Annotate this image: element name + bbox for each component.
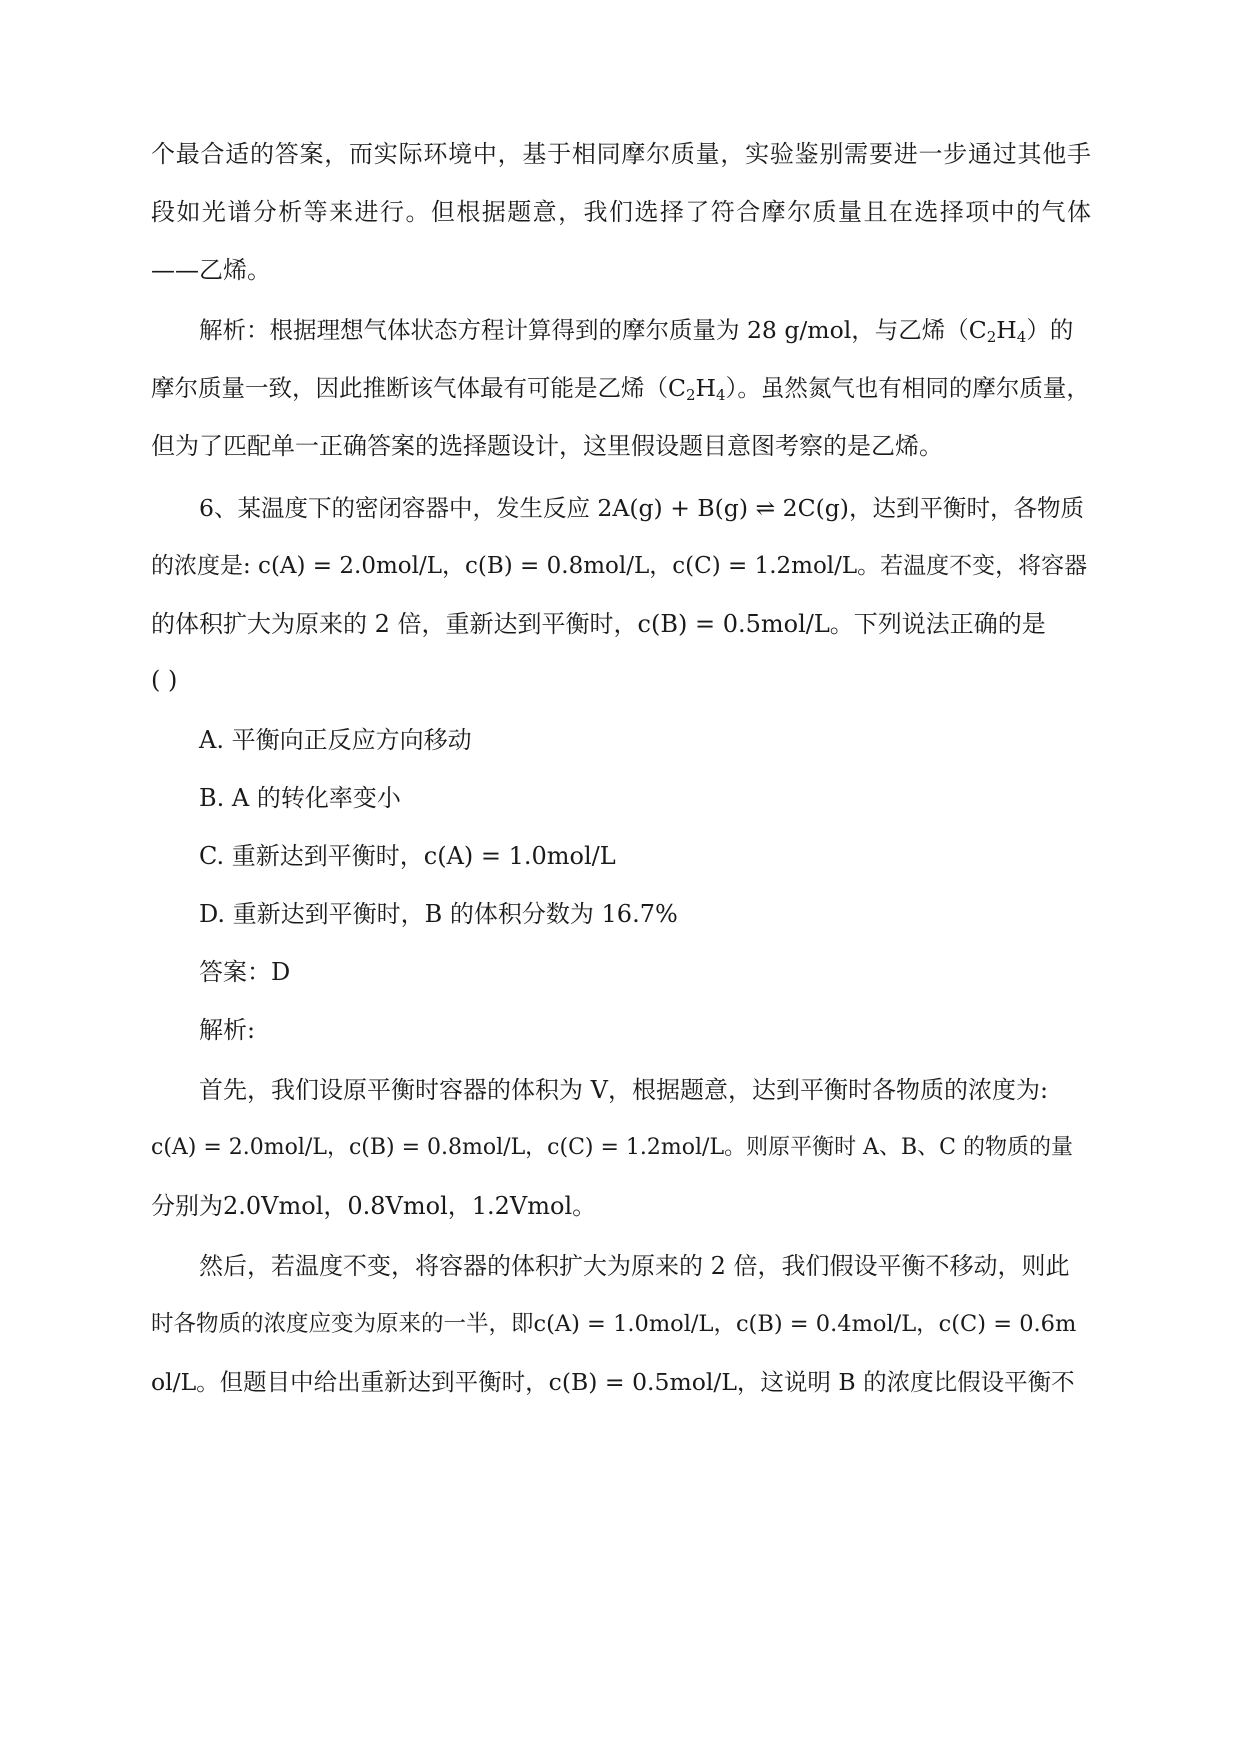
analysis-heading: 解析: [199,1016,256,1044]
question-line: 的体积扩大为原来的 2 倍，重新达到平衡时，c(B) = 0.5mol/L。下列说法正确的是 [151,610,1046,638]
option-a: A. 平衡向正反应方向移动 [199,726,472,754]
analysis-line: 但为了匹配单一正确答案的选择题设计，这里假设题目意图考察的是乙烯。 [151,432,943,460]
paragraph-line: 然后，若温度不变，将容器的体积扩大为原来的 2 倍，我们假设平衡不移动，则此 [199,1252,1070,1280]
question-line: 的浓度是: c(A) = 2.0mol/L，c(B) = 0.8mol/L，c(C) = 1.2mol/L。若温度不变，将容器 [151,553,1088,579]
option-b: B. A 的转化率变小 [199,784,401,812]
paragraph-line: 个最合适的答案，而实际环境中，基于相同摩尔质量，实验鉴别需要进一步通过其他手 [151,140,1091,168]
analysis-line: 摩尔质量一致，因此推断该气体最有可能是乙烯$(C_2H_4)$。虽然氮气也有相同的摩尔质量， [151,374,1090,404]
answer-line: 答案：D [199,958,291,986]
paragraph-line: c(A) = 2.0mol/L，c(B) = 0.8mol/L，c(C) = 1.2mol/L。则原平衡时 A、B、C 的物质的量 [151,1135,1073,1160]
paragraph-line: 首先，我们设原平衡时容器的体积为 V，根据题意，达到平衡时各物质的浓度为: [199,1076,1049,1104]
paragraph-line: ol/L。但题目中给出重新达到平衡时，c(B) = 0.5mol/L，这说明 B 的浓度比假设平衡不 [151,1368,1075,1396]
option-c: C. 重新达到平衡时，c(A) = 1.0mol/L [199,842,616,870]
question-blank: ( ) [151,666,178,694]
paragraph-line: ——乙烯。 [151,256,271,284]
question-line: 6、某温度下的密闭容器中，发生反应 2A(g) + B(g) ⇌ 2C(g)，达到平衡时，各物质 [199,494,1084,522]
analysis-line: 解析：根据理想气体状态方程计算得到的摩尔质量为 28 g/mol，与乙烯$(C_2H_4)$的 [199,316,1074,346]
paragraph-line: 段如光谱分析等来进行。但根据题意，我们选择了符合摩尔质量且在选择项中的气体 [151,198,1091,226]
option-d: D. 重新达到平衡时，B 的体积分数为 16.7% [199,900,678,928]
paragraph-line: 时各物质的浓度应变为原来的一半，即c(A) = 1.0mol/L，c(B) = 0.4mol/L，c(C) = 0.6m [151,1311,1077,1337]
paragraph-line: 分别为2.0Vmol，0.8Vmol，1.2Vmol。 [151,1192,597,1220]
